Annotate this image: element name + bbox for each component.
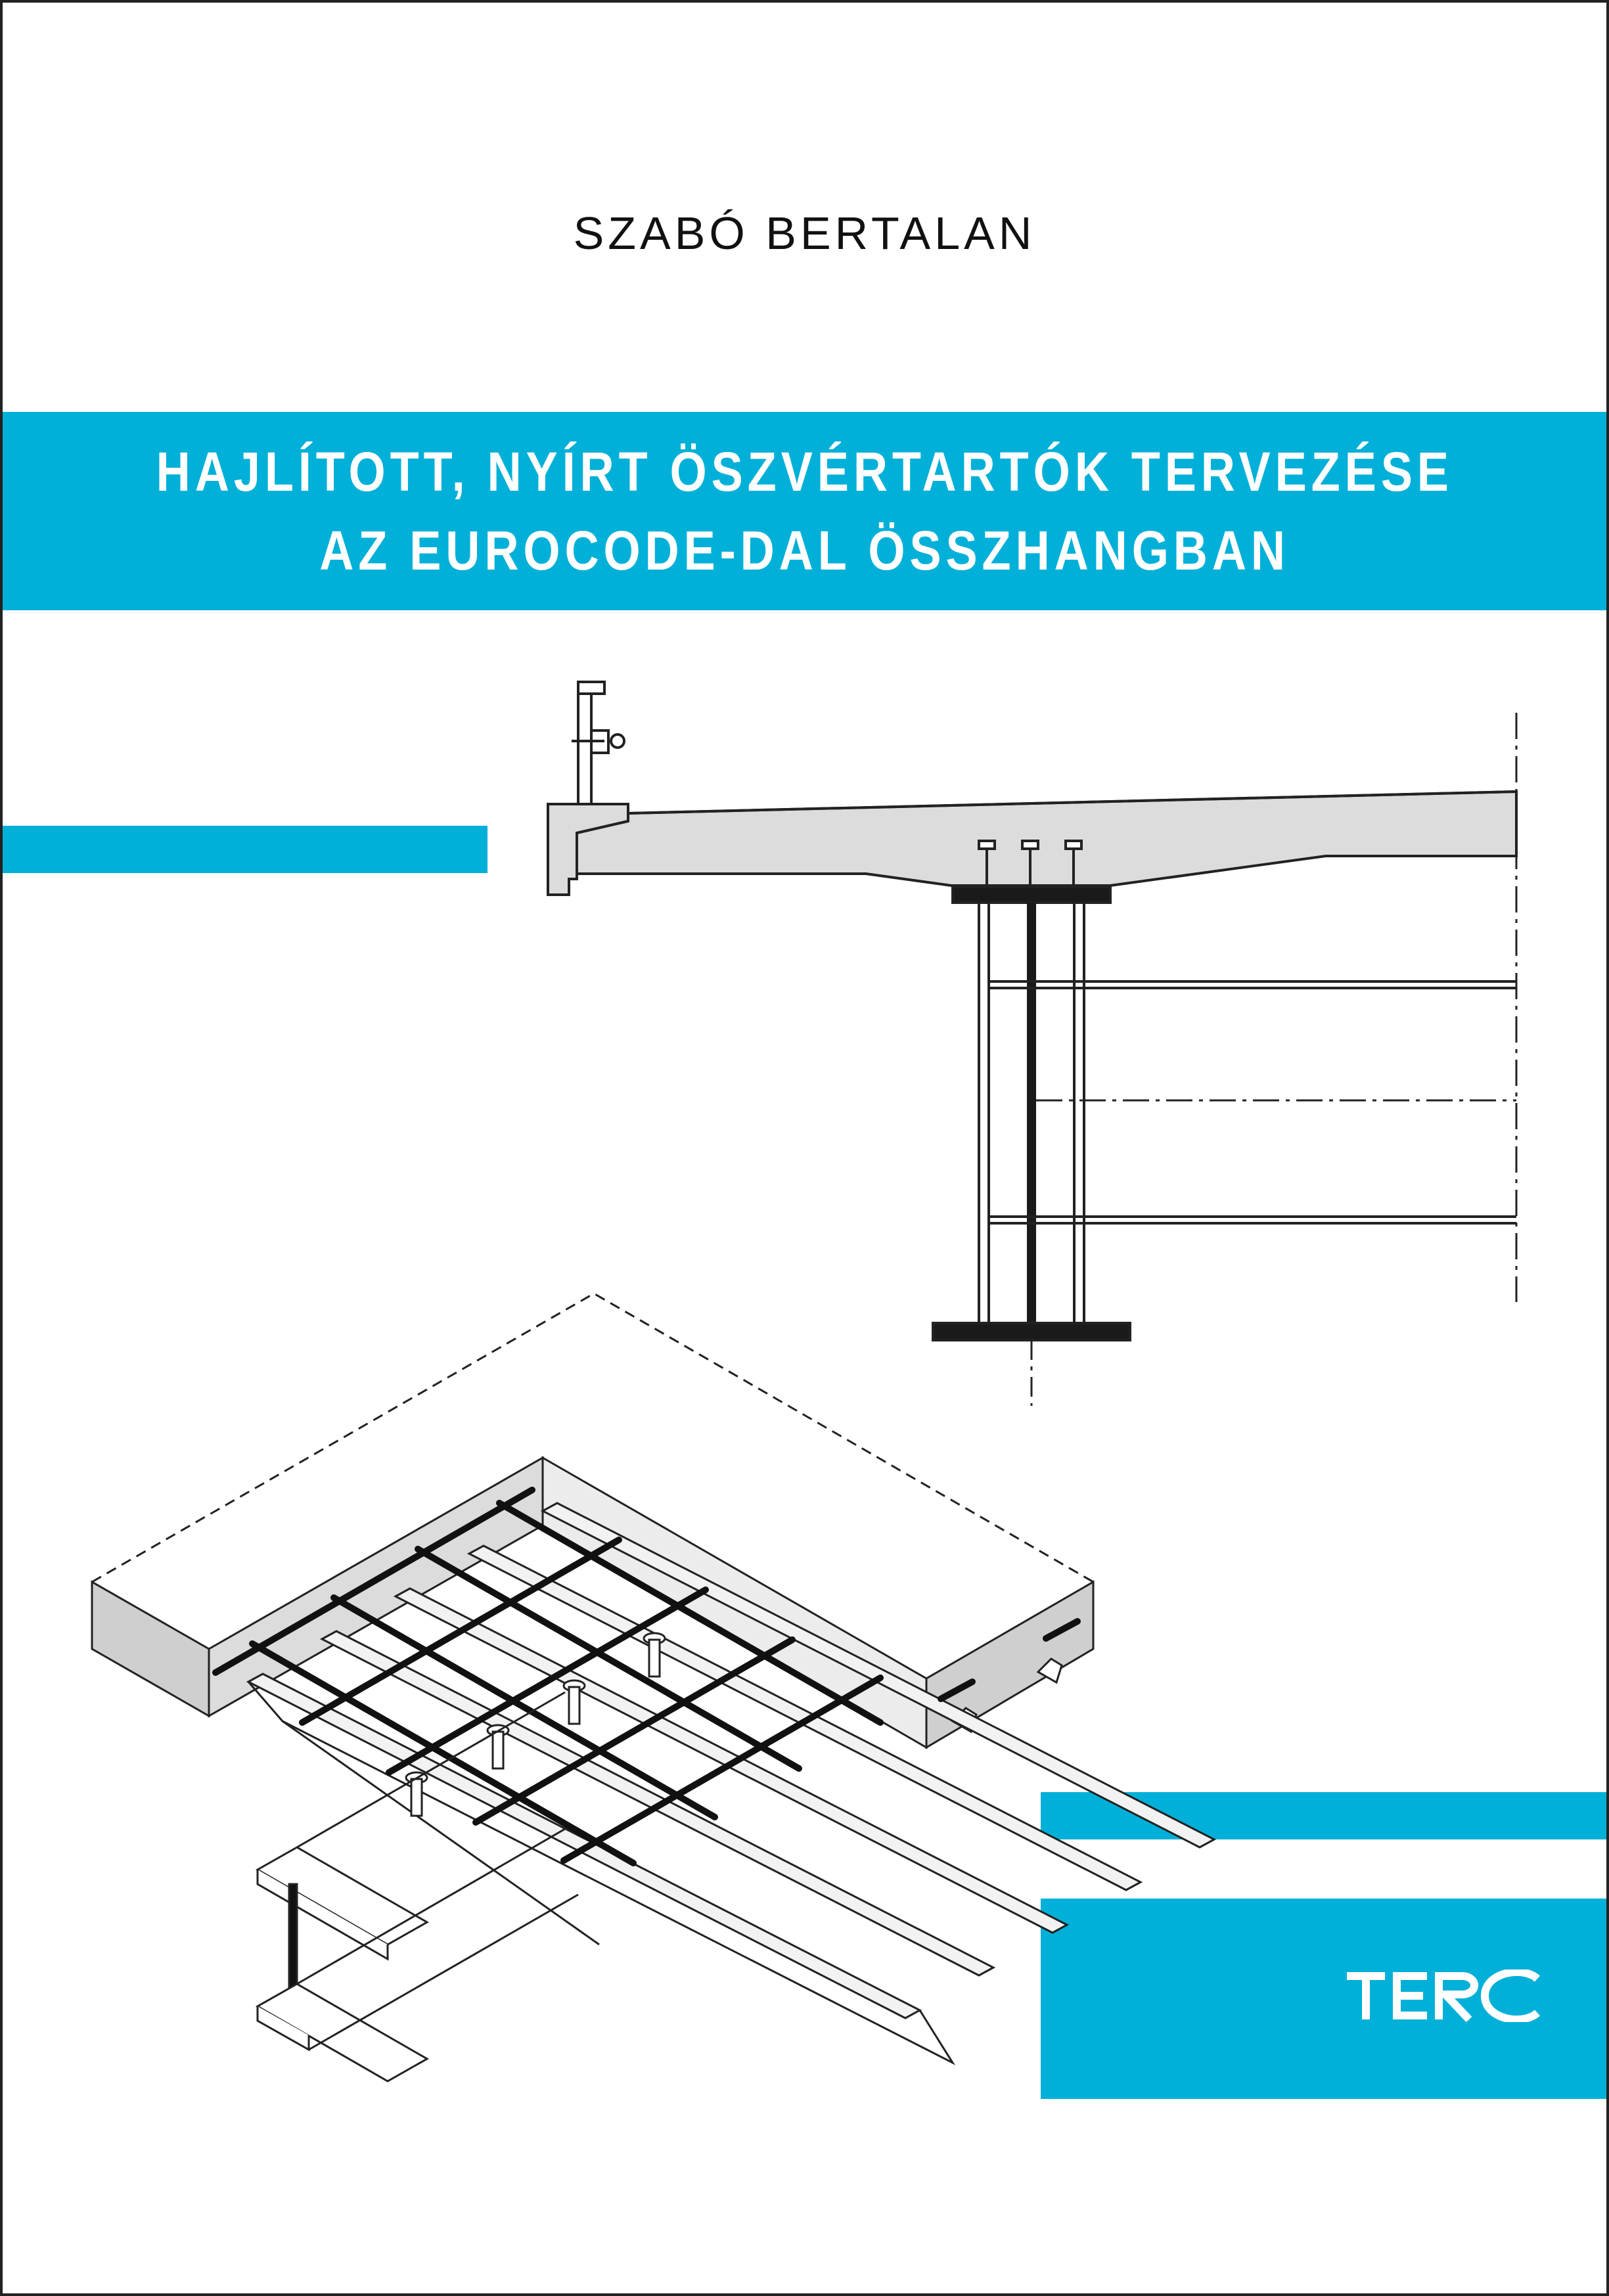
- title-line-2: AZ EUROCODE-DAL ÖSSZHANGBAN: [319, 520, 1290, 581]
- bridge-section-drawing: [548, 682, 1516, 1406]
- composite-slab-drawing: [92, 1294, 1214, 2081]
- title-line-1: HAJLÍTOTT, NYÍRT ÖSZVÉRTARTÓK TERVEZÉSE: [156, 441, 1453, 503]
- author-name: SZABÓ BERTALAN: [573, 208, 1036, 259]
